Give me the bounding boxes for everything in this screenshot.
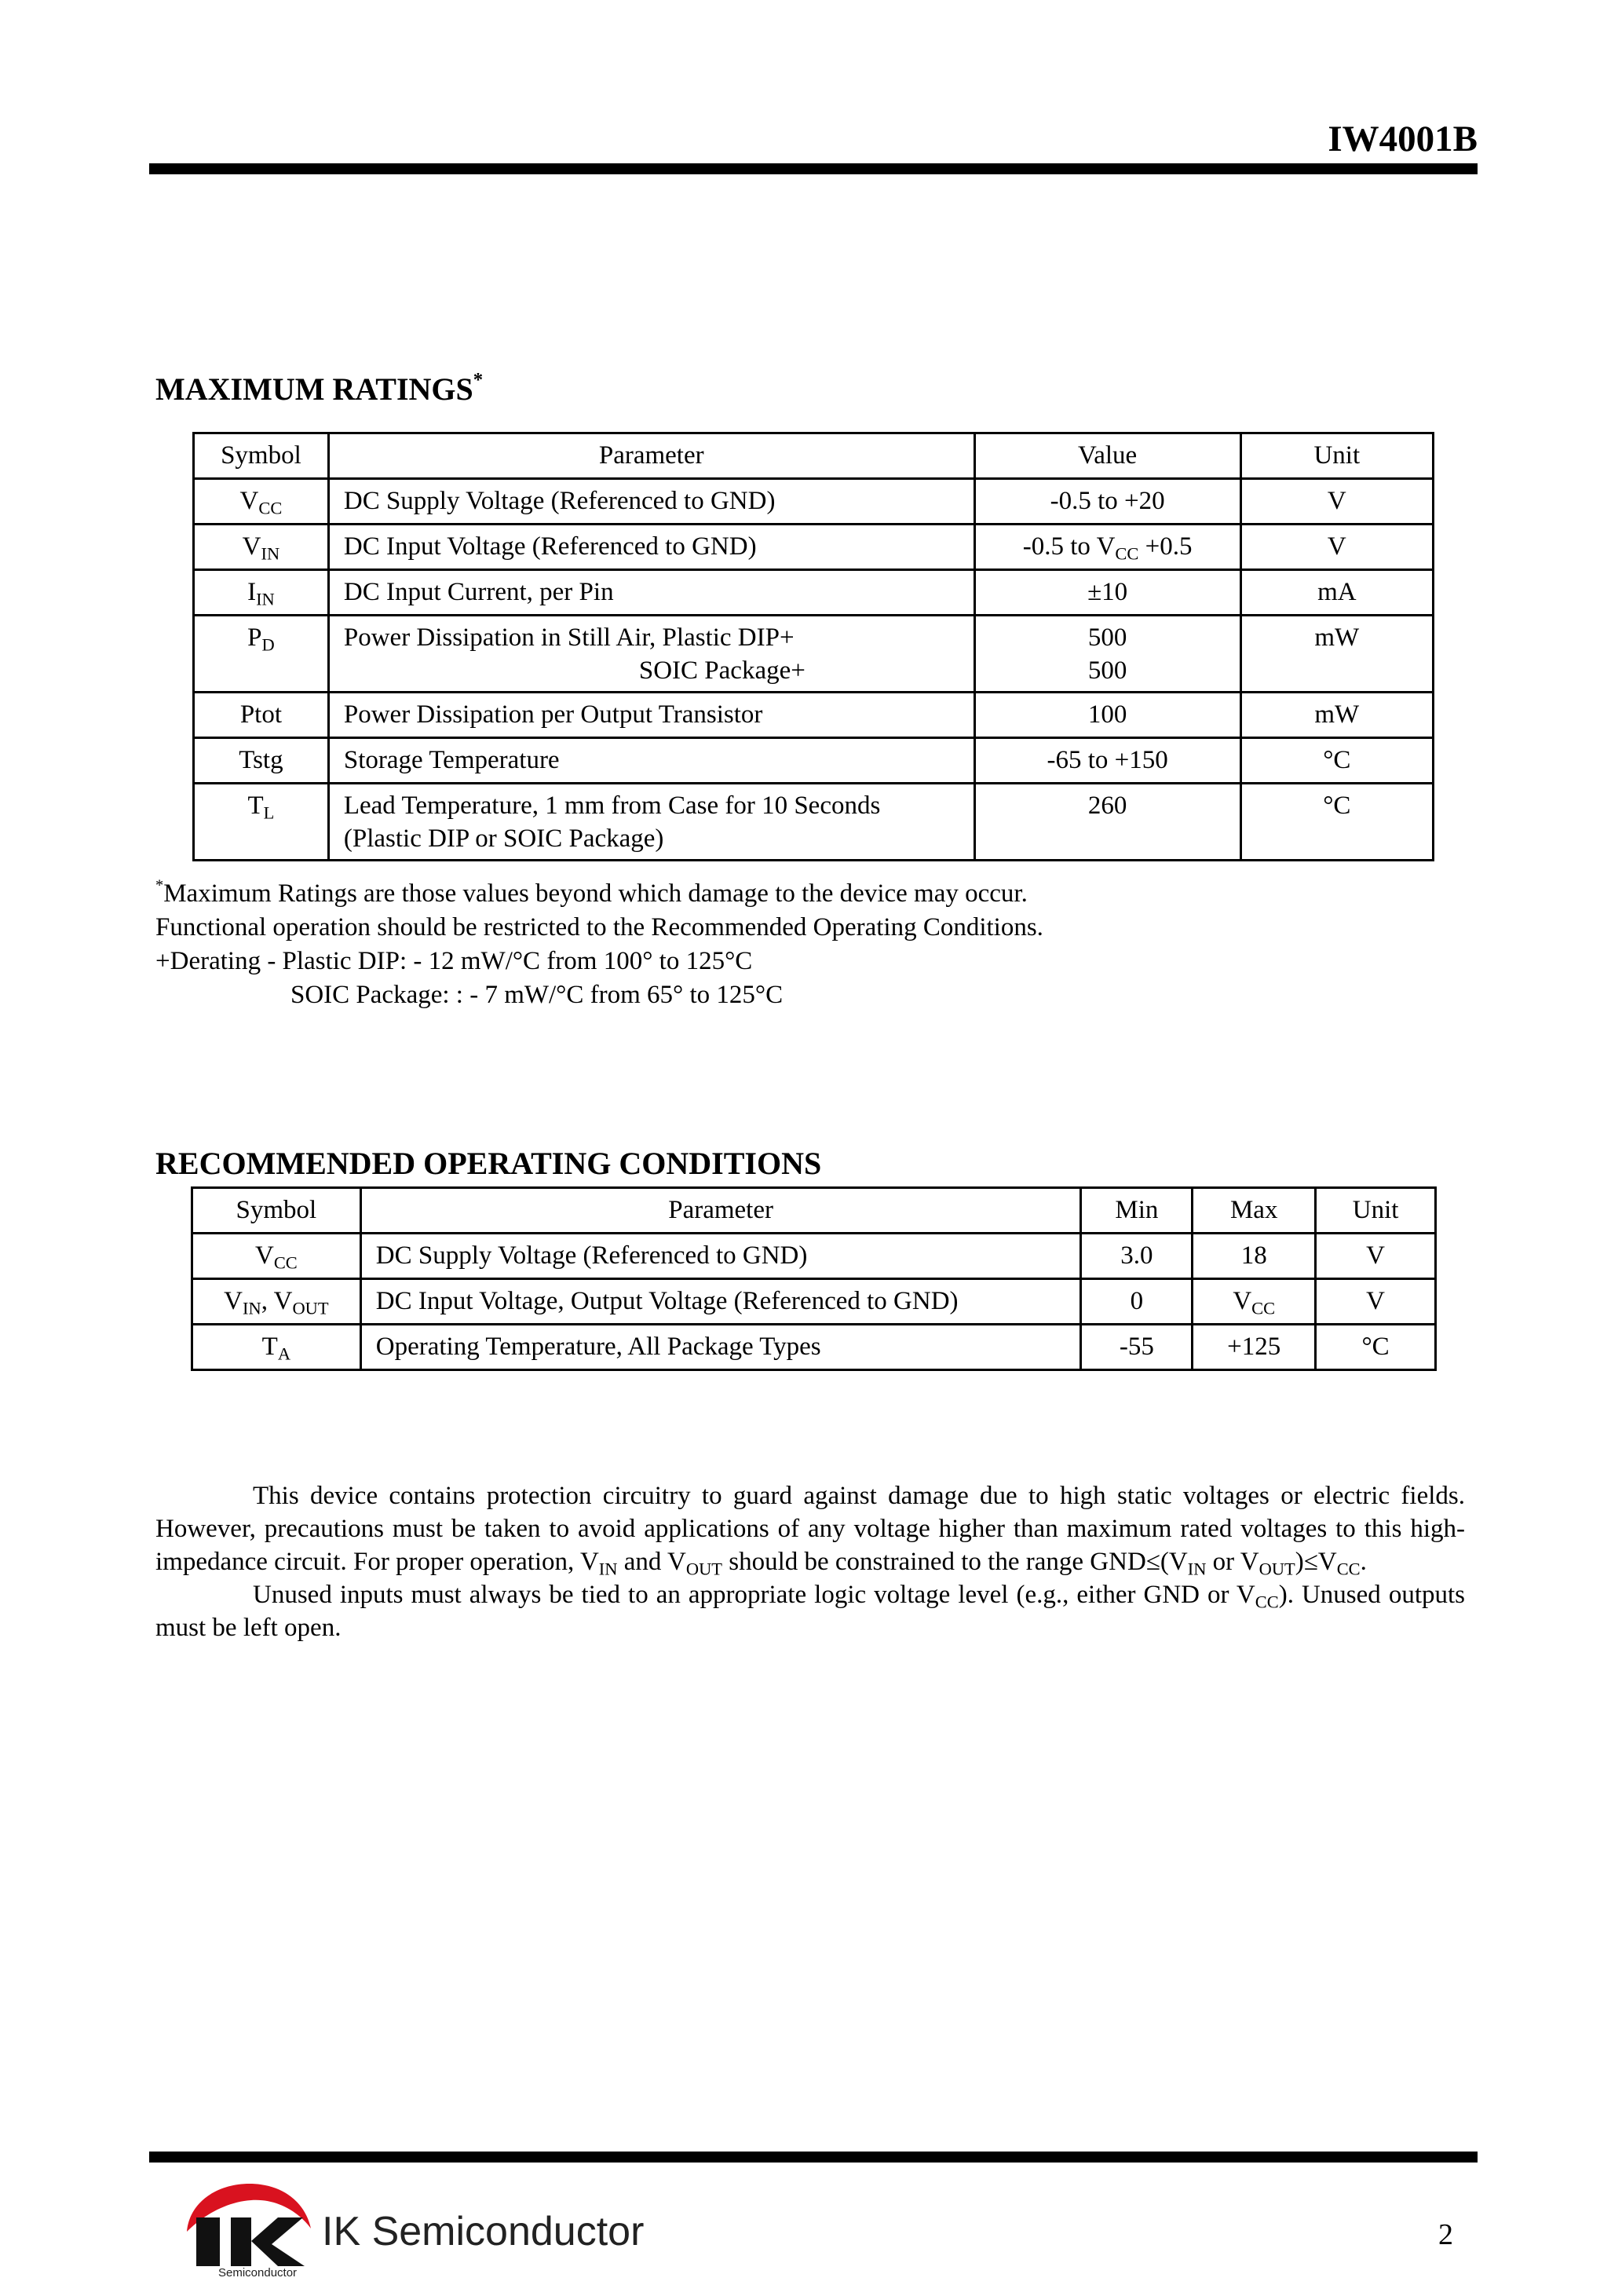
part-number: IW4001B [1328, 119, 1478, 159]
table-row [194, 693, 1434, 738]
col-header-unit: Unit [1240, 433, 1433, 479]
min-cell: -55 [1081, 1325, 1193, 1370]
col-header-symbol: Symbol [194, 433, 329, 479]
col-header-value: Value [974, 433, 1240, 479]
symbol-cell: $V_{IN}$, $V_{OUT}$ [192, 1279, 361, 1325]
parameter-cell: Operating Temperature, All Package Types [360, 1325, 1081, 1370]
unit-cell: V [1240, 479, 1433, 525]
unit-cell: V [1316, 1234, 1436, 1279]
logo-subtitle: Semiconductor [218, 2266, 298, 2280]
max-ratings-notes [155, 877, 1043, 1012]
parameter-cell: Storage Temperature [328, 738, 974, 784]
protection-note [155, 1479, 1465, 1644]
table-row [192, 1279, 1436, 1325]
symbol-cell: $V_{CC}$ [192, 1234, 361, 1279]
col-header-max: Max [1193, 1188, 1316, 1234]
roc-table [191, 1186, 1437, 1371]
col-header-parameter: Parameter [360, 1188, 1081, 1234]
min-cell: 0 [1081, 1279, 1193, 1325]
paragraph: Unused inputs must always be tied to an appropriate logic voltage level (e.g., either GND or $V_{CC}$). Unused outputs must be left open. [155, 1581, 1465, 1642]
min-cell: 3.0 [1081, 1234, 1193, 1279]
symbol-cell: Tstg [194, 738, 329, 784]
page-number: 2 [1438, 2218, 1453, 2251]
table-row [194, 570, 1434, 616]
table-row [192, 1325, 1436, 1370]
parameter-cell: Power Dissipation per Output Transistor [328, 693, 974, 738]
unit-cell: V [1316, 1279, 1436, 1325]
parameter-cell: DC Supply Voltage (Referenced to GND) [360, 1234, 1081, 1279]
parameter-cell: DC Supply Voltage (Referenced to GND) [328, 479, 974, 525]
unit-cell: V [1240, 525, 1433, 570]
max-cell: +125 [1193, 1325, 1316, 1370]
value-cell: -0.5 to +20 [974, 479, 1240, 525]
symbol-cell: $P_D$ [194, 616, 329, 693]
unit-cell: mW [1240, 693, 1433, 738]
header-rule [149, 163, 1478, 174]
max-cell: $V_{CC}$ [1193, 1279, 1316, 1325]
value-cell: 100 [974, 693, 1240, 738]
symbol-cell: $T_A$ [192, 1325, 361, 1370]
table-header-row [192, 1188, 1436, 1234]
table-row [194, 784, 1434, 861]
table-header-row [194, 433, 1434, 479]
max-ratings-title: MAXIMUM RATINGS* [155, 369, 484, 407]
col-header-min: Min [1081, 1188, 1193, 1234]
parameter-cell: DC Input Voltage, Output Voltage (Referenced to GND) [360, 1279, 1081, 1325]
unit-cell: mA [1240, 570, 1433, 616]
unit-cell: °C [1240, 738, 1433, 784]
table-row [194, 616, 1434, 693]
note-line: +Derating - Plastic DIP: - 12 mW/°C from 100° to 125°C [155, 947, 753, 975]
parameter-cell: Power Dissipation in Still Air, Plastic DIP+ SOIC Package+ [328, 616, 974, 693]
parameter-cell: Lead Temperature, 1 mm from Case for 10 Seconds (Plastic DIP or SOIC Package) [328, 784, 974, 861]
symbol-cell: Ptot [194, 693, 329, 738]
symbol-cell: $I_{IN}$ [194, 570, 329, 616]
symbol-cell: $V_{CC}$ [194, 479, 329, 525]
note-line: *Maximum Ratings are those values beyond which damage to the device may occur. [155, 876, 1028, 908]
symbol-cell: $T_L$ [194, 784, 329, 861]
value-cell: ±10 [974, 570, 1240, 616]
col-header-unit: Unit [1316, 1188, 1436, 1234]
footer-rule [149, 2152, 1478, 2163]
unit-cell: °C [1240, 784, 1433, 861]
symbol-cell: $V_{IN}$ [194, 525, 329, 570]
value-cell: 500 500 [974, 616, 1240, 693]
max-cell: 18 [1193, 1234, 1316, 1279]
max-ratings-table [192, 432, 1434, 861]
roc-title: RECOMMENDED OPERATING CONDITIONS [155, 1146, 822, 1181]
parameter-cell: DC Input Voltage (Referenced to GND) [328, 525, 974, 570]
col-header-symbol: Symbol [192, 1188, 361, 1234]
unit-cell: °C [1316, 1325, 1436, 1370]
table-row [194, 738, 1434, 784]
parameter-cell: DC Input Current, per Pin [328, 570, 974, 616]
value-cell: -65 to +150 [974, 738, 1240, 784]
paragraph: This device contains protection circuitry to guard against damage due to high static voltages or electric fields. However, precautions must be taken to avoid applications of any voltage higher than maximum rated voltages to this high-impedance circuit. For proper operation, $V_{IN}$ and $V_{OUT}$ should be constrained to the range $GND\le(V_{IN}$ or $V_{OUT})\le V_{CC}$. [155, 1482, 1465, 1579]
company-name: IK Semiconductor [322, 2209, 645, 2254]
table-row [194, 525, 1434, 570]
table-row [192, 1234, 1436, 1279]
col-header-parameter: Parameter [328, 433, 974, 479]
note-line: SOIC Package: : - 7 mW/°C from 65° to 125°C [290, 981, 784, 1009]
value-cell: -0.5 to $V_{CC} +0.5$ [974, 525, 1240, 570]
footnote-mark: * [473, 369, 484, 391]
table-row [194, 479, 1434, 525]
unit-cell: mW [1240, 616, 1433, 693]
value-cell: 260 [974, 784, 1240, 861]
note-line: Functional operation should be restricted to the Recommended Operating Conditions. [155, 913, 1043, 941]
